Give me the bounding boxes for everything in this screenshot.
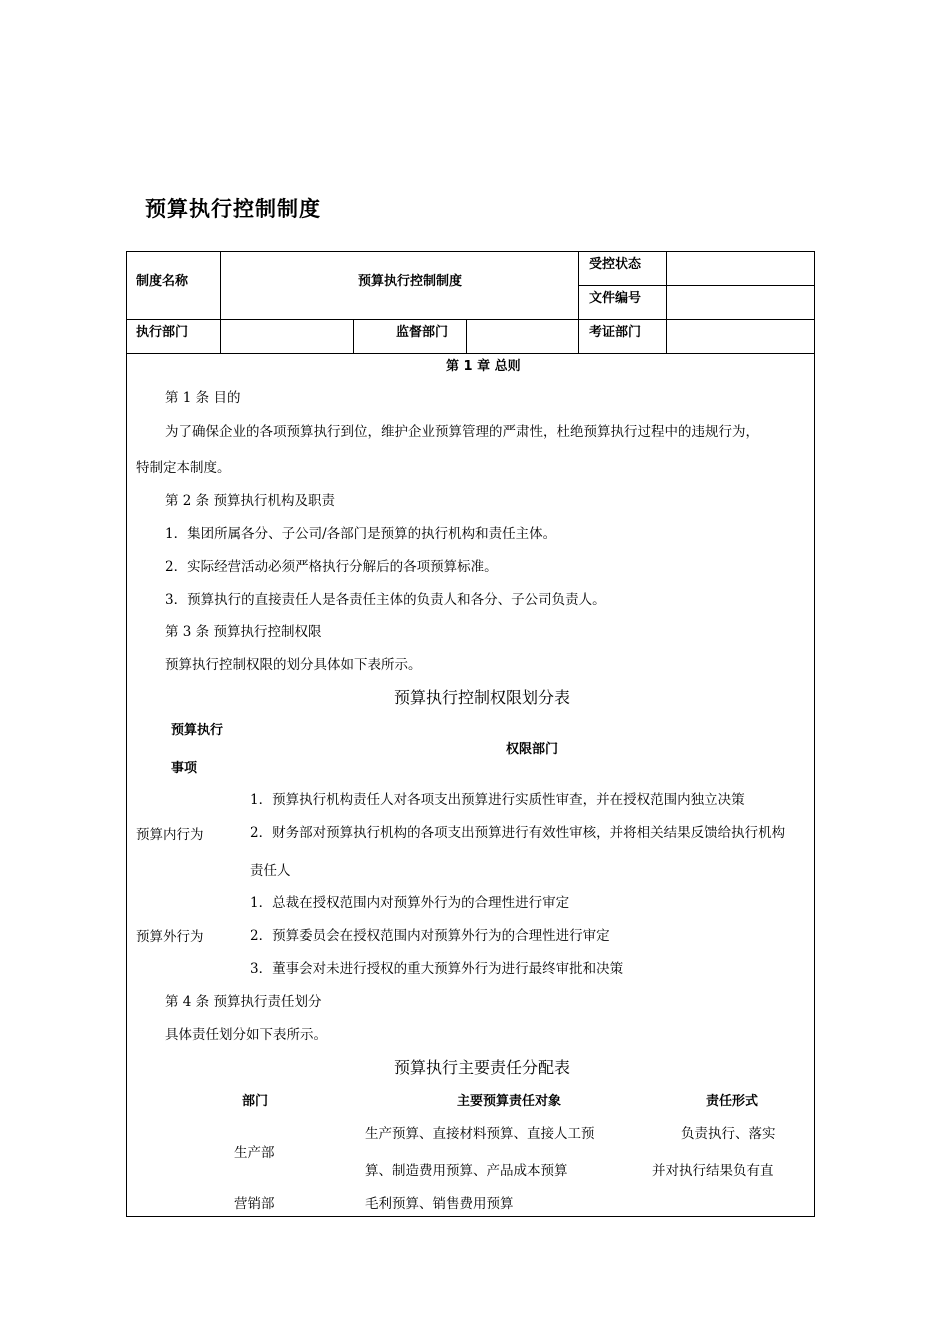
article-3-desc: 预算执行控制权限的划分具体如下表所示。 — [165, 657, 422, 673]
fileno-label: 文件编号 — [589, 291, 642, 306]
table-2-dept-cell: 营销部 — [234, 1196, 275, 1212]
table-1-row-item-cont: 责任人 — [250, 863, 291, 879]
article-1-text: 为了确保企业的各项预算执行到位，维护企业预算管理的严肃性，杜绝预算执行过程中的违规行为， — [165, 424, 759, 440]
col-divider — [578, 251, 579, 353]
row-divider — [126, 353, 815, 354]
article-4-desc: 具体责任划分如下表所示。 — [165, 1027, 327, 1043]
col-divider — [466, 319, 467, 353]
article-1-title: 第 1 条 目的 — [165, 390, 241, 406]
verify-label: 考证部门 — [589, 325, 642, 340]
supervise-label: 监督部门 — [396, 325, 449, 340]
article-3-title: 第 3 条 预算执行控制权限 — [165, 624, 322, 640]
table-1-row-item: 1．预算执行机构责任人对各项支出预算进行实质性审查，并在授权范围内独立决策 — [250, 792, 745, 808]
row-divider — [578, 285, 815, 286]
article-2-item: 1．集团所属各分、子公司/各部门是预算的执行机构和责任主体。 — [165, 526, 557, 542]
table-1-row-label: 预算外行为 — [136, 929, 204, 945]
document-title: 预算执行控制制度 — [145, 197, 321, 221]
table-2-header-form: 责任形式 — [706, 1094, 759, 1109]
name-value: 预算执行控制制度 — [358, 274, 463, 289]
table-1-row-item: 2．财务部对预算执行机构的各项支出预算进行有效性审核，并将相关结果反馈给执行机构 — [250, 825, 786, 841]
name-label: 制度名称 — [136, 274, 189, 289]
col-divider — [220, 251, 221, 353]
table-2-form-cell: 负责执行、落实 — [681, 1126, 776, 1142]
col-divider — [353, 319, 354, 353]
table-1-row-item: 2．预算委员会在授权范围内对预算外行为的合理性进行审定 — [250, 928, 610, 944]
table-1-row-item: 3．董事会对未进行授权的重大预算外行为进行最终审批和决策 — [250, 961, 624, 977]
exec-label: 执行部门 — [136, 325, 189, 340]
table-2-object-cell-cont: 算、制造费用预算、产品成本预算 — [365, 1163, 568, 1179]
article-2-item: 3．预算执行的直接责任人是各责任主体的负责人和各分、子公司负责人。 — [165, 592, 606, 608]
table-1-row-label: 预算内行为 — [136, 827, 204, 843]
row-divider — [126, 319, 815, 320]
table-2-header-object: 主要预算责任对象 — [457, 1094, 562, 1109]
article-4-title: 第 4 条 预算执行责任划分 — [165, 994, 322, 1010]
table-2-caption: 预算执行主要责任分配表 — [394, 1058, 571, 1077]
table-1-row-item: 1．总裁在授权范围内对预算外行为的合理性进行审定 — [250, 895, 570, 911]
table-2-object-cell: 毛利预算、销售费用预算 — [365, 1196, 514, 1212]
table-2-header-dept: 部门 — [242, 1094, 269, 1109]
table-1-header-item: 预算执行 — [171, 723, 224, 738]
status-label: 受控状态 — [589, 257, 642, 272]
article-2-item: 2．实际经营活动必须严格执行分解后的各项预算标准。 — [165, 559, 498, 575]
table-1-header-dept: 权限部门 — [506, 742, 559, 757]
article-1-text-cont: 特制定本制度。 — [136, 460, 231, 476]
table-2-form-cell-cont: 并对执行结果负有直 — [652, 1163, 774, 1179]
table-1-caption: 预算执行控制权限划分表 — [394, 688, 571, 707]
table-1-header-item-cont: 事项 — [171, 761, 198, 776]
table-2-dept-cell: 生产部 — [234, 1145, 275, 1161]
col-divider — [666, 251, 667, 353]
table-2-object-cell: 生产预算、直接材料预算、直接人工预 — [365, 1126, 595, 1142]
article-2-title: 第 2 条 预算执行机构及职责 — [165, 493, 335, 509]
chapter-heading: 第 1 章 总则 — [446, 359, 521, 374]
